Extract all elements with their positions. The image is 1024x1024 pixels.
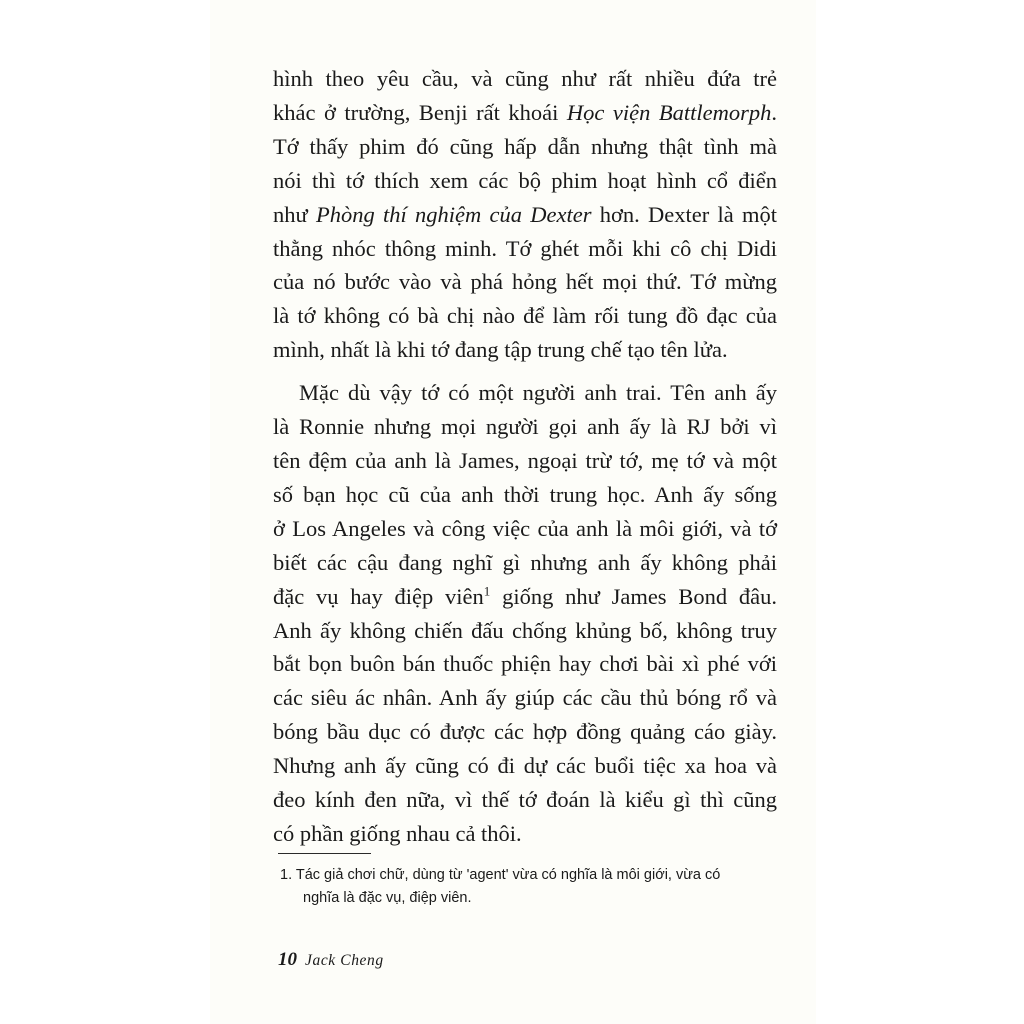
text-segment: khác ở trường, Benji rất khoái	[273, 99, 567, 125]
paragraph-2	[273, 376, 777, 851]
text-line: bắt bọn buôn bán thuốc phiện hay chơi bài xì phé với	[273, 651, 777, 677]
text-segment: hơn. Dexter là một	[591, 201, 778, 227]
page-number: 10	[278, 949, 297, 970]
book-title: Học viện Battlemorph	[566, 99, 772, 125]
footnote-marker: 1	[483, 583, 491, 599]
footnote-line: 1. Tác giả chơi chữ, dùng từ 'agent' vừa có nghĩa là môi giới, vừa có	[280, 867, 721, 883]
text-line: có phần giống nhau cả thôi.	[273, 820, 522, 846]
text-segment: như	[273, 201, 316, 227]
text-line	[273, 198, 777, 232]
text-line	[273, 96, 777, 130]
text-line: ở Los Angeles và công việc của anh là môi giới, và tớ	[273, 515, 777, 541]
author-name: Jack Cheng	[305, 952, 384, 969]
text-line: của nó bước vào và phá hỏng hết mọi thứ. Tớ mừng	[273, 269, 777, 295]
text-line: mình, nhất là khi tớ đang tập trung chế tạo tên lửa.	[273, 337, 728, 363]
text-line: nói thì tớ thích xem các bộ phim hoạt hình cổ điển	[273, 167, 777, 193]
show-title: Phòng thí nghiệm của Dexter	[315, 201, 592, 227]
text-line	[273, 580, 777, 614]
text-segment: .	[771, 99, 777, 125]
paragraph-1	[273, 62, 777, 367]
text-line: Nhưng anh ấy cũng có đi dự các buổi tiệc xa hoa và	[273, 753, 777, 779]
footnote	[280, 864, 780, 910]
text-line: bóng bầu dục có được các hợp đồng quảng cáo giày.	[273, 719, 777, 745]
text-line: hình theo yêu cầu, và cũng như rất nhiều đứa trẻ	[273, 66, 777, 91]
text-line: thằng nhóc thông minh. Tớ ghét mỗi khi cô chị Didi	[273, 235, 777, 261]
body-text	[273, 62, 777, 851]
text-line: đeo kính đen nữa, vì thế tớ đoán là kiểu gì thì cũng	[273, 787, 777, 813]
text-line: là Ronnie nhưng mọi người gọi anh ấy là RJ bởi vì	[273, 414, 777, 440]
text-line: Mặc dù vậy tớ có một người anh trai. Tên anh ấy	[299, 380, 777, 406]
text-line: số bạn học cũ của anh thời trung học. Anh ấy sống	[273, 481, 777, 507]
footnote-line: nghĩa là đặc vụ, điệp viên.	[303, 890, 472, 906]
text-line: biết các cậu đang nghĩ gì nhưng anh ấy không phải	[273, 549, 777, 575]
text-line: là tớ không có bà chị nào để làm rối tung đồ đạc của	[273, 303, 777, 329]
text-segment: giống như James Bond đâu.	[490, 583, 777, 609]
page-footer	[278, 949, 384, 971]
text-line: các siêu ác nhân. Anh ấy giúp các cầu thủ bóng rổ và	[273, 685, 777, 711]
footnote-divider	[278, 853, 371, 854]
text-line: tên đệm của anh là James, ngoại trừ tớ, mẹ tớ và một	[273, 447, 777, 473]
text-segment: đặc vụ hay điệp viên	[273, 583, 484, 609]
text-line: Anh ấy không chiến đấu chống khủng bố, không truy	[273, 617, 777, 643]
text-line: Tớ thấy phim đó cũng hấp dẫn nhưng thật tình mà	[273, 133, 777, 159]
